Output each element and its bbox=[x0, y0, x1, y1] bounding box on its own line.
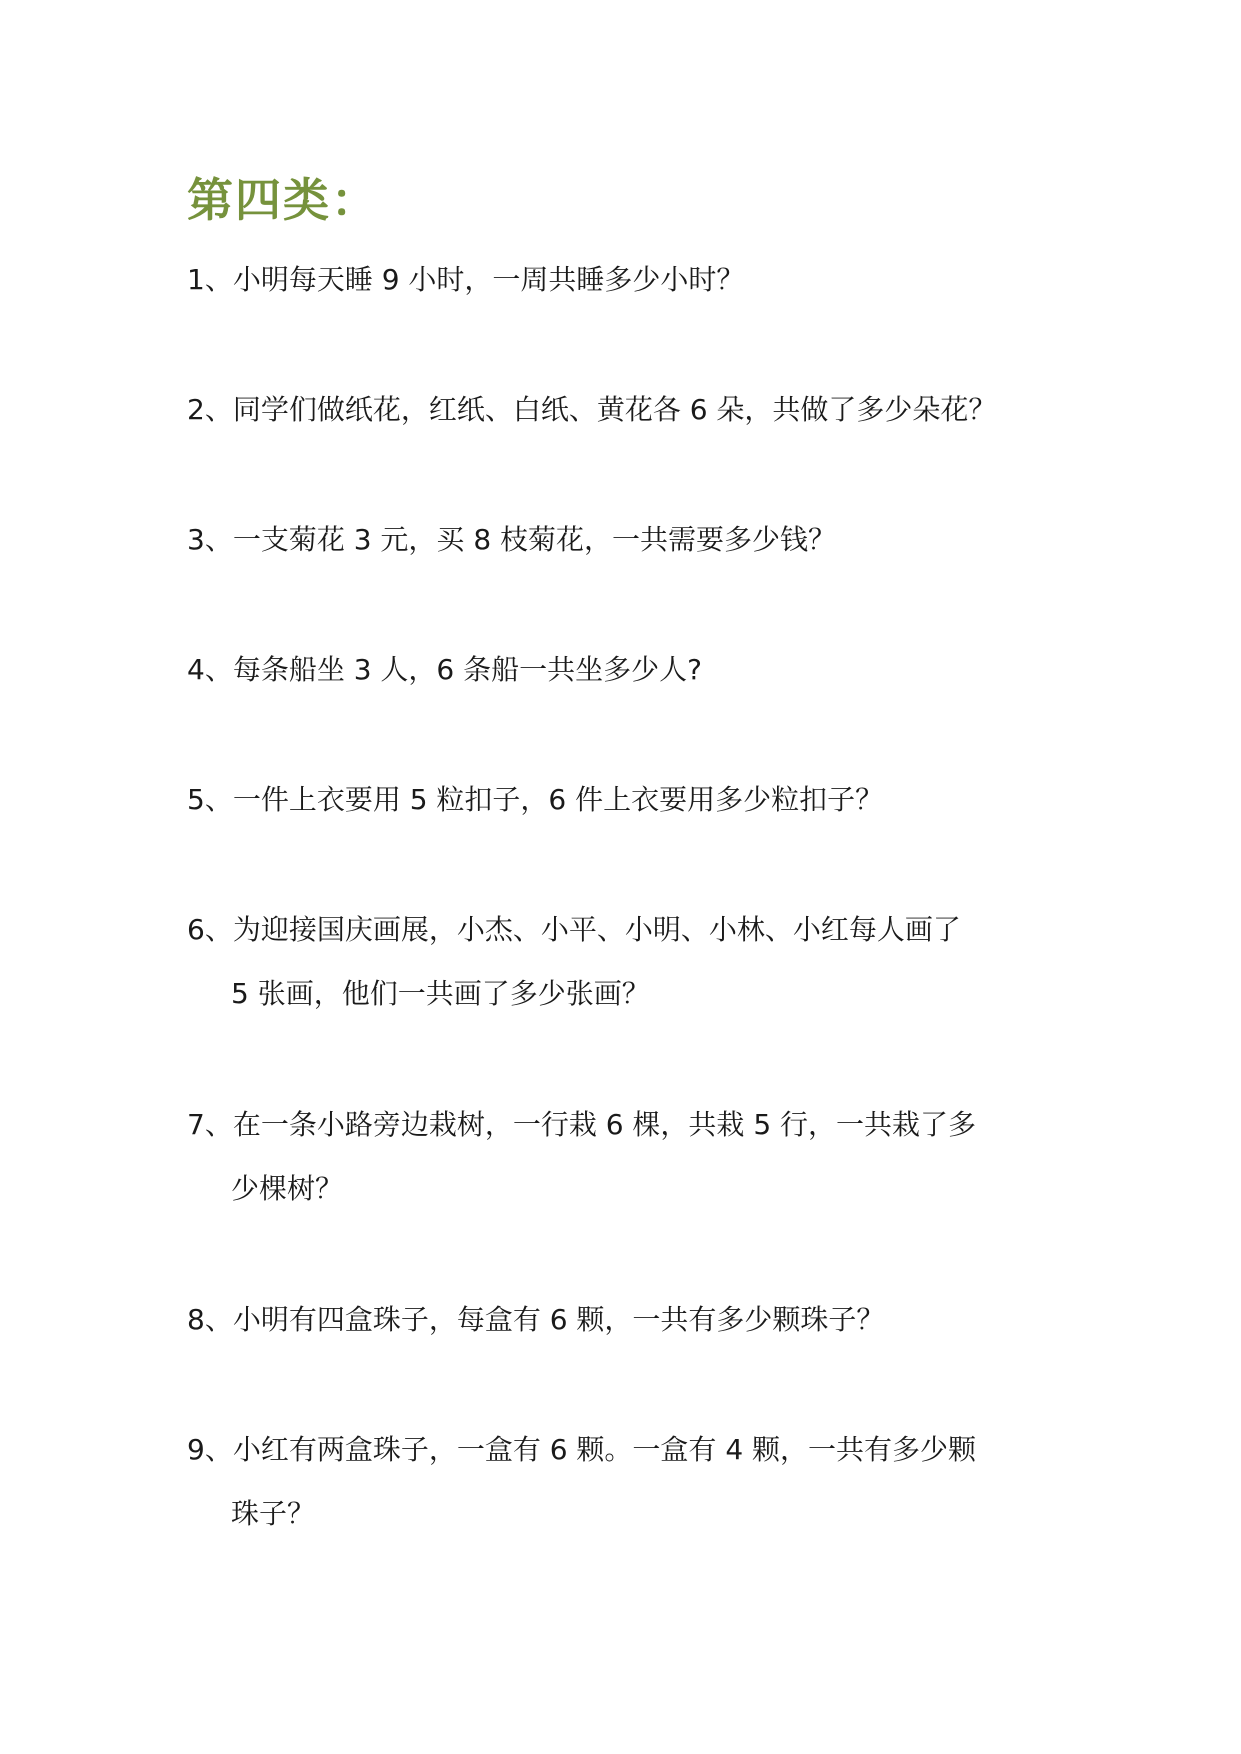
question-5 bbox=[187, 768, 1067, 832]
question-3 bbox=[187, 508, 1067, 572]
question-line-continued: 珠子？ bbox=[231, 1497, 316, 1530]
question-line: 9、小红有两盒珠子，一盒有 6 颗。一盒有 4 颗，一共有多少颗 bbox=[187, 1433, 977, 1466]
question-line-continued: 5 张画，他们一共画了多少张画？ bbox=[231, 977, 650, 1010]
question-line: 7、在一条小路旁边栽树，一行栽 6 棵，共栽 5 行，一共栽了多 bbox=[187, 1108, 977, 1141]
question-line: 4、每条船坐 3 人，6 条船一共坐多少人? bbox=[187, 653, 703, 686]
question-line: 2、同学们做纸花，红纸、白纸、黄花各 6 朵，共做了多少朵花？ bbox=[187, 393, 997, 426]
question-2 bbox=[187, 378, 1067, 442]
question-line: 6、为迎接国庆画展，小杰、小平、小明、小林、小红每人画了 bbox=[187, 913, 961, 946]
question-6 bbox=[187, 898, 1067, 1026]
question-line: 3、一支菊花 3 元，买 8 枝菊花，一共需要多少钱？ bbox=[187, 523, 837, 556]
question-4 bbox=[187, 638, 1067, 702]
section-heading: 第四类： bbox=[187, 173, 379, 227]
question-line-continued: 少棵树？ bbox=[231, 1172, 344, 1205]
question-7 bbox=[187, 1093, 1067, 1221]
question-line: 8、小明有四盒珠子，每盒有 6 颗，一共有多少颗珠子？ bbox=[187, 1303, 885, 1336]
question-line: 5、一件上衣要用 5 粒扣子，6 件上衣要用多少粒扣子？ bbox=[187, 783, 884, 816]
question-8 bbox=[187, 1288, 1067, 1352]
question-9 bbox=[187, 1418, 1067, 1546]
question-line: 1、小明每天睡 9 小时，一周共睡多少小时？ bbox=[187, 263, 745, 296]
question-1 bbox=[187, 248, 1067, 312]
